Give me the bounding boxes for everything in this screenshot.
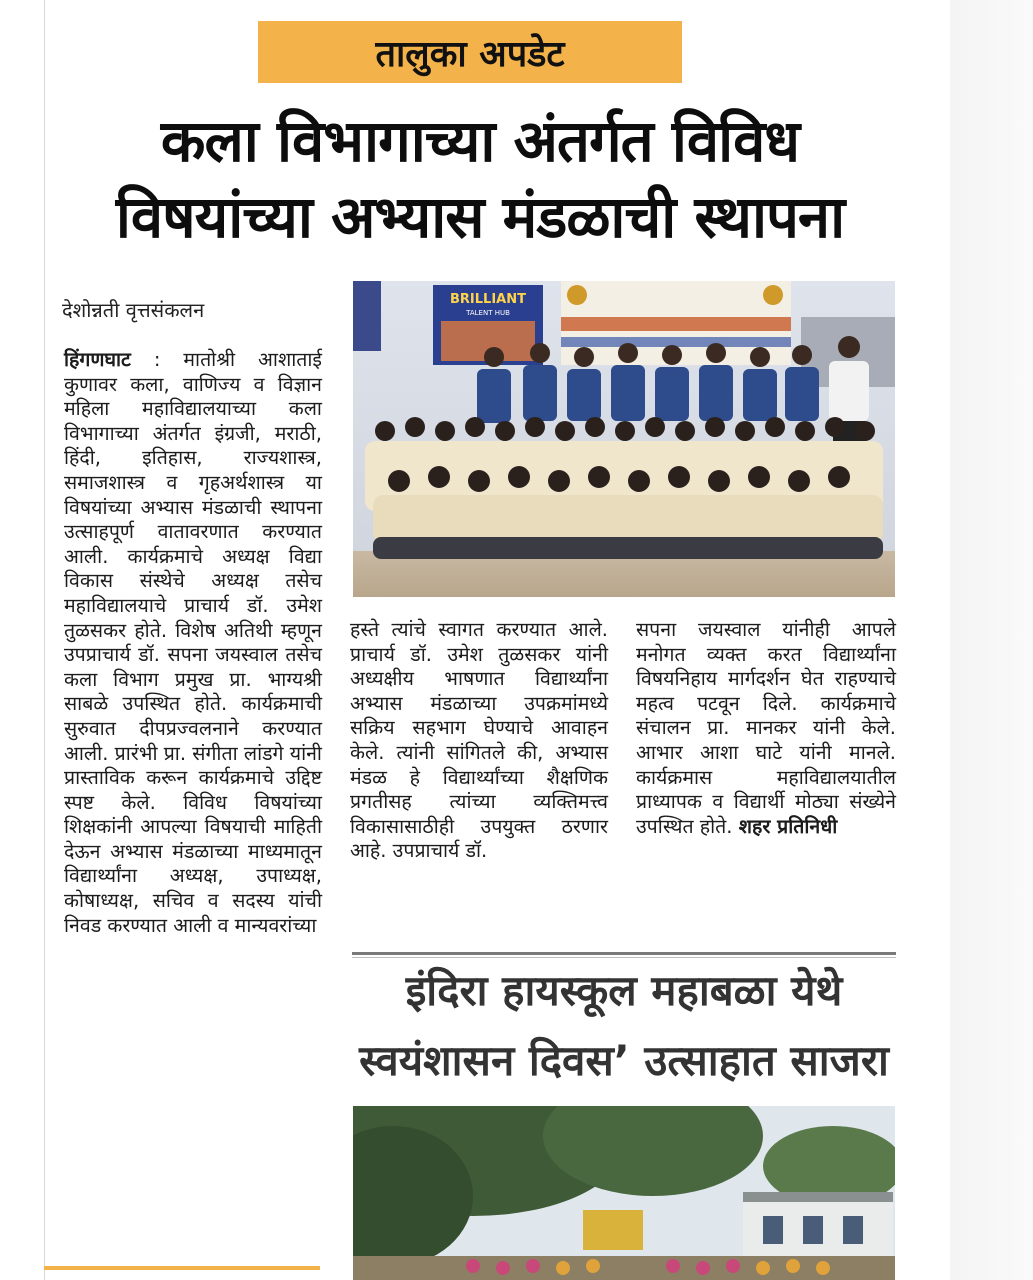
- article-column-2: [350, 618, 608, 864]
- headline-line-2: विषयांच्या अभ्यास मंडळाची स्थापना: [115, 183, 845, 251]
- byline: देशोन्नती वृत्तसंकलन: [62, 298, 205, 322]
- article-column-3: [636, 618, 896, 839]
- school-photo: [353, 1106, 895, 1280]
- second-headline-line-1: इंदिरा हायस्कूल महाबळा येथे: [405, 966, 843, 1015]
- section-divider: [352, 952, 896, 955]
- page-shadow: [950, 0, 1033, 1280]
- photo-banner-text: BRILLIANT: [450, 292, 526, 307]
- signoff: शहर प्रतिनिधी: [738, 814, 838, 838]
- second-headline-line-2: स्वयंशासन दिवस’ उत्साहात साजरा: [359, 1036, 889, 1085]
- section-tag: तालुका अपडेट: [258, 21, 682, 83]
- article-text-3: सपना जयस्वाल यांनीही आपले मनोगत व्यक्त करत विद्यार्थ्यांना विषयनिहाय मार्गदर्शन घेत राहण्याचे महत्व पटवून दिले. कार्यक्रमाचे संचालन प्रा. मानकर यांनी केले. आभार आशा घाटे यांनी मानले. कार्यक्रमास महाविद्यालयातील प्राध्यापक व विद्यार्थी मोठ्या संख्येने उपस्थित होते.: [636, 618, 896, 838]
- bottom-accent-line: [44, 1266, 320, 1270]
- dateline: हिंगणघाट: [64, 348, 131, 371]
- headline-line-1: कला विभागाच्या अंतर्गत विविध: [160, 107, 800, 175]
- section-divider-thin: [352, 957, 896, 958]
- article-text-2: हस्ते त्यांचे स्वागत करण्यात आले. प्राचार्य डॉ. उमेश तुळसकर यांनी अध्यक्षीय भाषणात विद्यार्थ्यांना अभ्यास मंडळाच्या उपक्रमांमध्ये सक्रिय सहभाग घेण्याचे आवाहन केले. त्यांनी सांगितले की, अभ्यास मंडळ हे विद्यार्थ्यांच्या शैक्षणिक प्रगतीसह त्यांच्या व्यक्तिमत्त्व विकासासाठीही उपयुक्त ठरणार आहे. उपप्राचार्य डॉ.: [350, 618, 608, 863]
- photo-banner-sub: TALENT HUB: [466, 309, 510, 317]
- page-edge: [44, 0, 45, 1280]
- article-column-1: [64, 348, 322, 938]
- article-text-1: : मातोश्री आशाताई कुणावर कला, वाणिज्य व विज्ञान महिला महाविद्यालयाच्या कला विभागाच्या अंतर्गत इंग्रजी, मराठी, हिंदी, इतिहास, राज्यशास्त्र, समाजशास्त्र व गृहअर्थशास्त्र या विषयांच्या अभ्यास मंडळाची स्थापना उत्साहपूर्ण वातावरणात करण्यात आली. कार्यक्रमाचे अध्यक्ष विद्या विकास संस्थेचे अध्यक्ष तसेच महाविद्यालयाचे प्राचार्य डॉ. उमेश तुळसकर होते. विशेष अतिथी म्हणून उपप्राचार्य डॉ. सपना जयस्वाल तसेच कला विभाग प्रमुख प्रा. भाग्यश्री साबळे उपस्थित होते. कार्यक्रमाची सुरुवात दीपप्रज्वलनाने करण्यात आली. प्रारंभी प्रा. संगीता लांडगे यांनी प्रास्ताविक करून कार्यक्रमाचे उद्दिष्ट स्पष्ट केले. विविध विषयांच्या शिक्षकांनी आपल्या विषयाची माहिती देऊन अभ्यास मंडळाच्या माध्यमातून विद्यार्थ्यांना अध्यक्ष, उपाध्यक्ष, कोषाध्यक्ष, सचिव व सदस्य यांची निवड करण्यात आली व मान्यवरांच्या: [64, 348, 323, 937]
- group-photo: [353, 281, 895, 597]
